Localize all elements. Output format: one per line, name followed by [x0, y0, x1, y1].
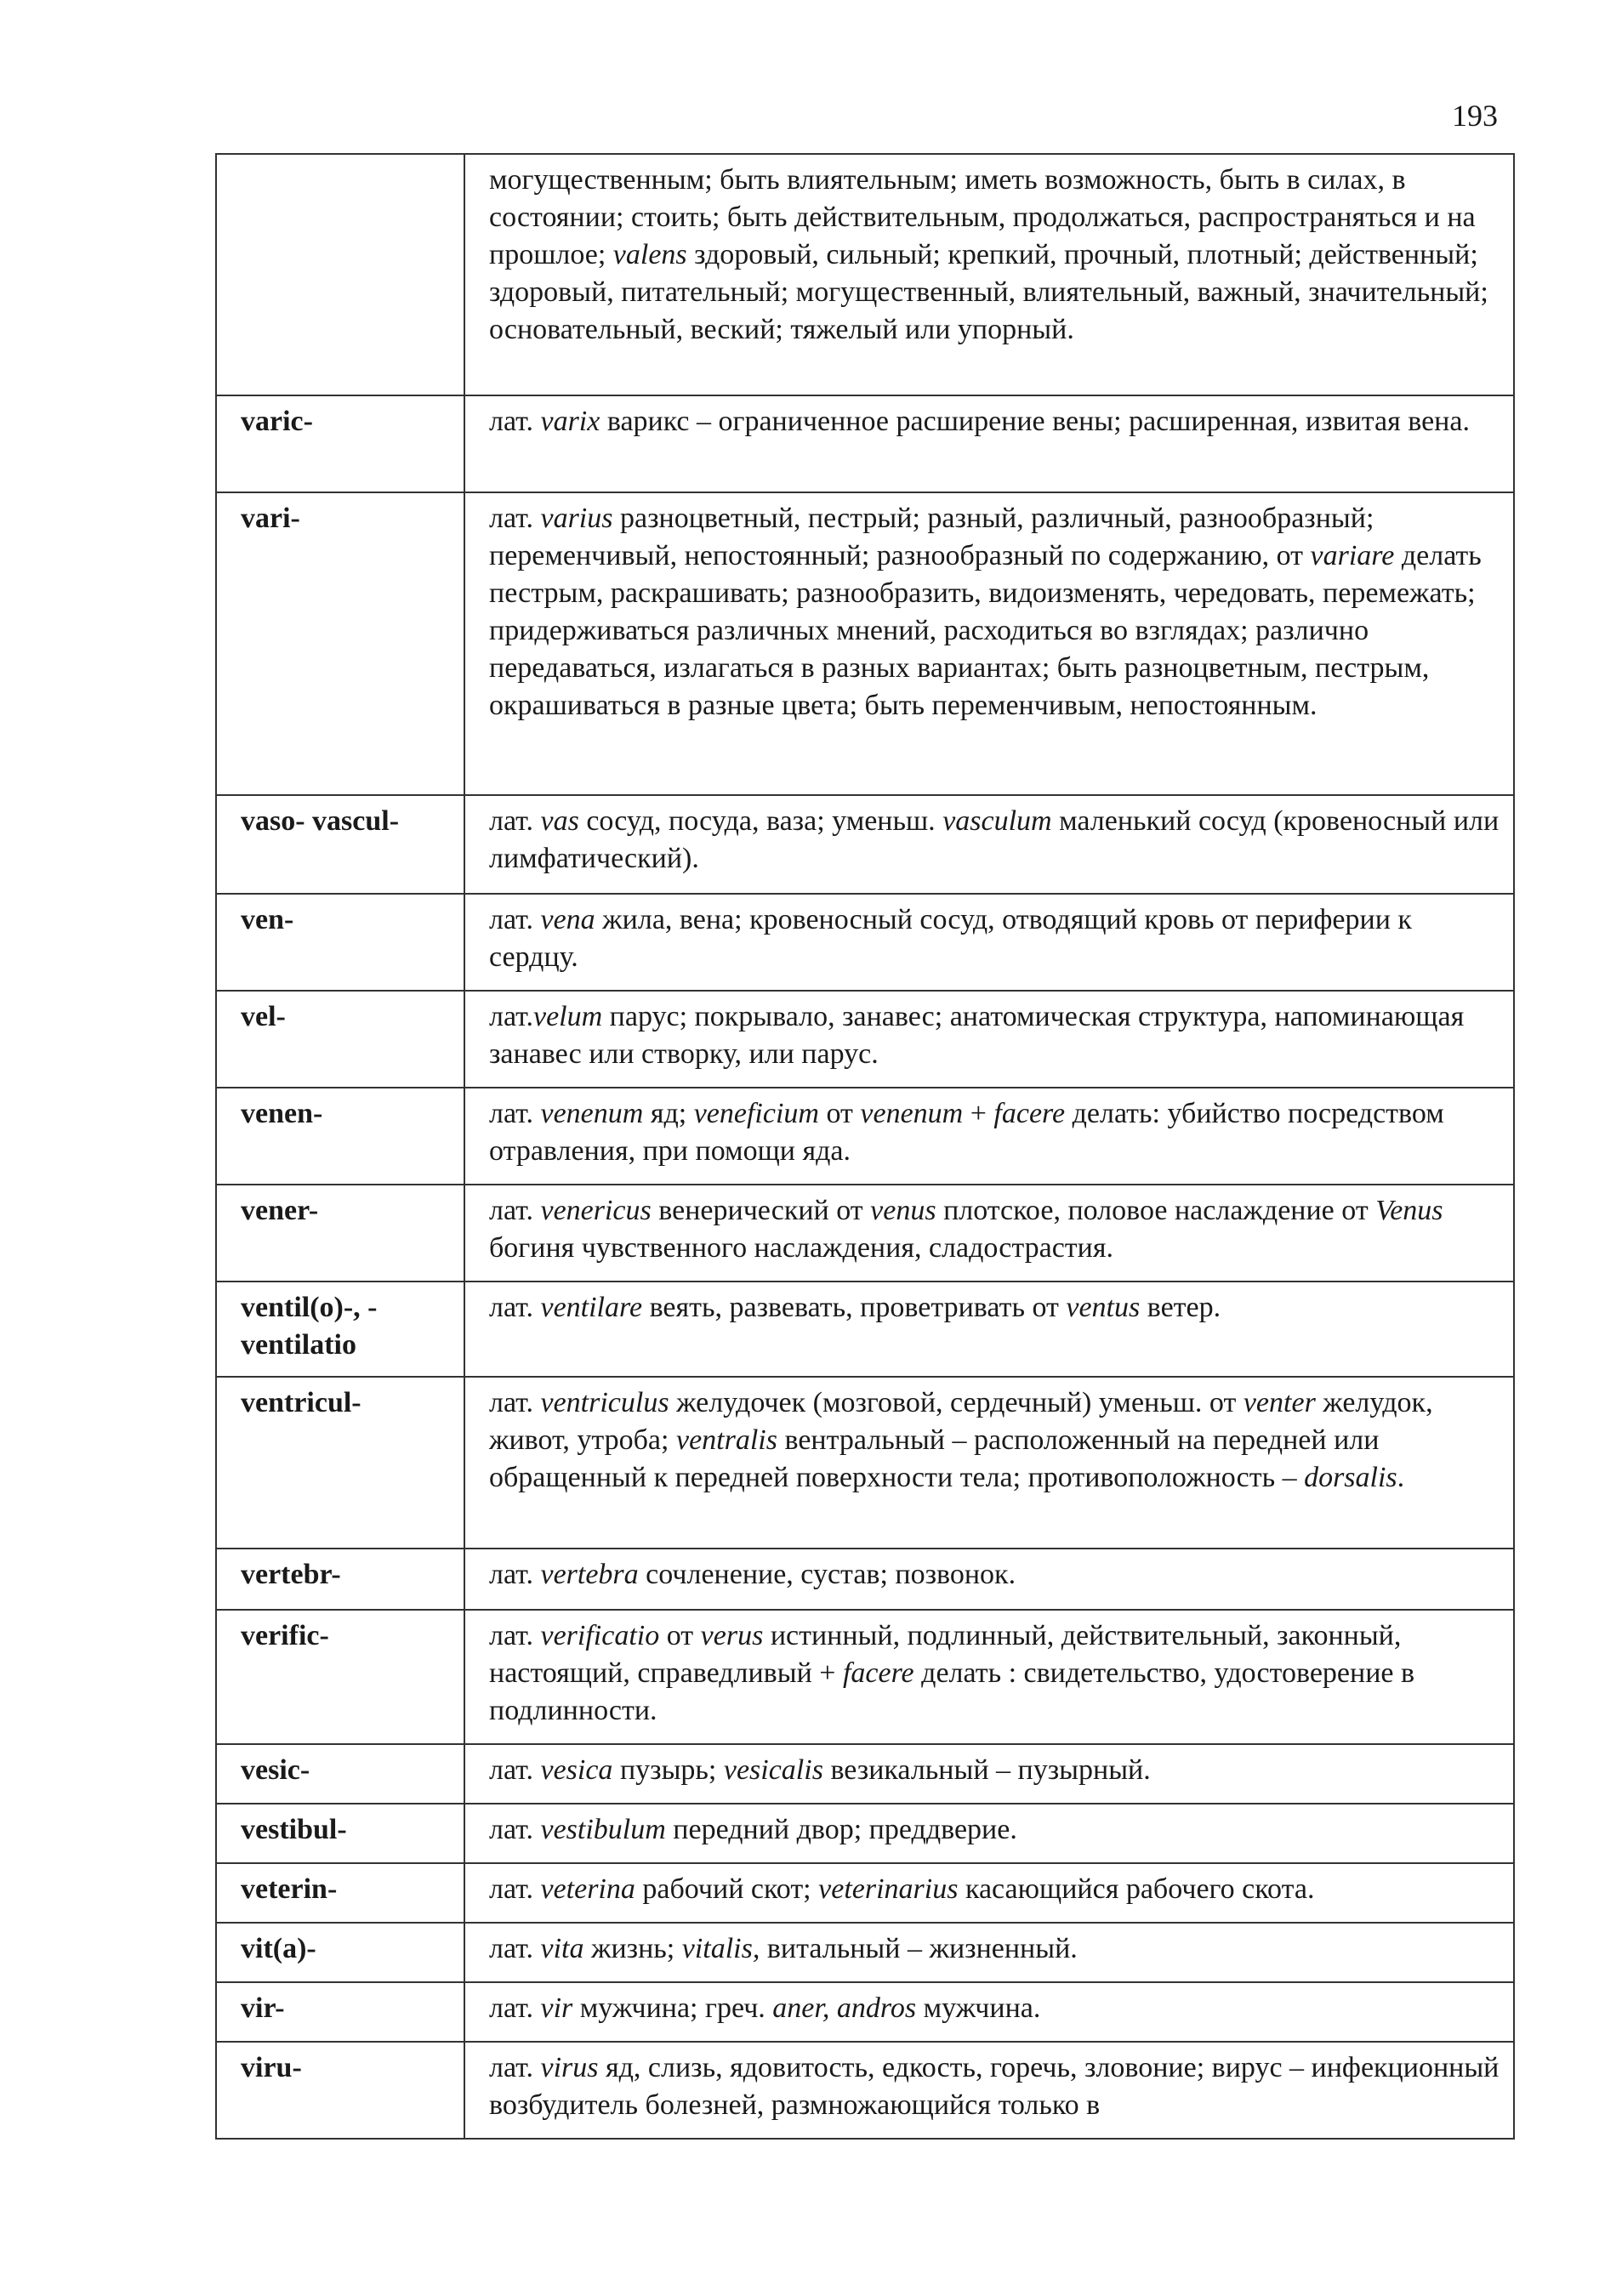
latin-term: virus — [540, 2052, 599, 2083]
latin-term: variare — [1310, 540, 1395, 571]
latin-term: aner, andros — [772, 1992, 917, 2024]
entry-term: ventricul- — [216, 1377, 464, 1549]
table-row — [216, 2042, 1514, 2139]
definition-text: богиня чувственного наслаждения, сладострастия. — [489, 1232, 1113, 1264]
entry-term — [216, 154, 464, 395]
definition-text: варикс – ограниченное расширение вены; расширенная, извитая вена. — [600, 406, 1470, 437]
latin-term: ventriculus — [540, 1387, 669, 1418]
entry-definition — [464, 395, 1514, 492]
definition-text: делать пестрым, раскрашивать; разнообразить, видоизменять, чередовать, перемежать; придерживаться различных мнений, расходиться во взглядах; различно передаваться, излагаться в разных вариантах; быть разноцветным, пестрым, окрашиваться в разные цвета; быть переменчивым, непостоянным. — [489, 540, 1482, 721]
definition-text: лат. — [489, 406, 541, 437]
definition-text: жила, вена; кровеносный сосуд, отводящий кровь от периферии к сердцу. — [489, 904, 1412, 973]
definition-text: лат. — [489, 1195, 541, 1226]
entry-definition — [464, 1282, 1514, 1377]
table-row — [216, 1804, 1514, 1863]
definition-text: жизнь; — [583, 1933, 682, 1964]
definition-text: веять, развевать, проветривать от — [642, 1292, 1067, 1323]
entry-term: vestibul- — [216, 1804, 464, 1863]
definition-text: лат. — [489, 1292, 541, 1323]
definition-text: лат. — [489, 1754, 541, 1786]
entry-definition — [464, 1923, 1514, 1982]
latin-term: vertebra — [540, 1559, 639, 1590]
entry-definition — [464, 492, 1514, 795]
definition-text: лат. — [489, 1098, 541, 1129]
entry-definition — [464, 1744, 1514, 1804]
entry-definition — [464, 1863, 1514, 1923]
latin-term: vesica — [540, 1754, 613, 1786]
latin-term: vita — [540, 1933, 584, 1964]
definition-text: . — [1397, 1462, 1405, 1493]
page-number: 193 — [1452, 99, 1498, 133]
entry-term: vel- — [216, 991, 464, 1088]
latin-term: dorsalis — [1304, 1462, 1397, 1493]
definition-text: лат. — [489, 1873, 541, 1905]
definition-text: желудок, живот, утроба; — [489, 1387, 1433, 1456]
definition-text: делать : свидетельство, удостоверение в подлинности. — [489, 1657, 1415, 1726]
latin-term: venenum — [860, 1098, 964, 1129]
definition-text: лат. — [489, 503, 541, 534]
definition-text: парус; покрывало, занавес; анатомическая структура, напоминающая занавес или створку, или парус. — [489, 1001, 1465, 1070]
definition-text: лат. — [489, 1620, 541, 1651]
definition-text: мужчина. — [916, 1992, 1041, 2024]
entry-term: vir- — [216, 1982, 464, 2042]
entry-definition — [464, 1088, 1514, 1185]
definition-text: лат. — [489, 805, 541, 837]
dictionary-table — [215, 153, 1515, 2140]
definition-text: пузырь; — [612, 1754, 724, 1786]
latin-term: vir — [540, 1992, 573, 2024]
entry-definition — [464, 2042, 1514, 2139]
latin-term: valens — [612, 239, 687, 270]
table-row — [216, 1185, 1514, 1282]
latin-term: vena — [540, 904, 595, 935]
latin-term: velum — [532, 1001, 603, 1032]
entry-term: vesic- — [216, 1744, 464, 1804]
entry-definition — [464, 1982, 1514, 2042]
latin-term: ventilare — [540, 1292, 643, 1323]
definition-text: мужчина; греч. — [572, 1992, 773, 2024]
entry-term: varic- — [216, 395, 464, 492]
definition-text: лат. — [489, 1992, 541, 2024]
latin-term: vasculum — [942, 805, 1052, 837]
definition-text: от — [659, 1620, 701, 1651]
definition-text: истинный, подлинный, действительный, законный, настоящий, справедливый + — [489, 1620, 1402, 1689]
definition-text: делать: убийство посредством отравления, при помощи яда. — [489, 1098, 1444, 1167]
definition-text: лат. — [489, 1387, 541, 1418]
definition-text: рабочий скот; — [635, 1873, 819, 1905]
table-row — [216, 1744, 1514, 1804]
entry-definition — [464, 1804, 1514, 1863]
table-row — [216, 492, 1514, 795]
definition-text: венерический от — [651, 1195, 871, 1226]
definition-text: сочленение, сустав; позвонок. — [638, 1559, 1016, 1590]
table-row — [216, 1863, 1514, 1923]
definition-text: ветер. — [1140, 1292, 1221, 1323]
entry-definition — [464, 1610, 1514, 1744]
table-row — [216, 795, 1514, 894]
entry-definition — [464, 154, 1514, 395]
entry-term: verific- — [216, 1610, 464, 1744]
definition-text: плотское, половое наслаждение от — [936, 1195, 1376, 1226]
table-row — [216, 1088, 1514, 1185]
definition-text: лат. — [489, 2052, 541, 2083]
entry-term: viru- — [216, 2042, 464, 2139]
definition-text: лат. — [489, 1559, 541, 1590]
definition-text: лат. — [489, 1933, 541, 1964]
latin-term: vestibulum — [540, 1814, 666, 1845]
latin-term: veterinarius — [818, 1873, 959, 1905]
table-row — [216, 154, 1514, 395]
entry-definition — [464, 991, 1514, 1088]
latin-term: ventus — [1066, 1292, 1141, 1323]
latin-term: varix — [540, 406, 600, 437]
entry-definition — [464, 1549, 1514, 1610]
entry-term: veterin- — [216, 1863, 464, 1923]
entry-term: vit(a)- — [216, 1923, 464, 1982]
entry-definition — [464, 894, 1514, 991]
entry-term: vener- — [216, 1185, 464, 1282]
definition-text: яд, слизь, ядовитость, едкость, горечь, зловоние; вирус – инфекционный возбудитель болезней, размножающийся только в — [489, 2052, 1500, 2121]
table-row — [216, 894, 1514, 991]
table-row — [216, 1549, 1514, 1610]
latin-term: facere — [993, 1098, 1066, 1129]
latin-term: venter — [1243, 1387, 1316, 1418]
entry-term: vertebr- — [216, 1549, 464, 1610]
definition-text: + — [963, 1098, 994, 1129]
latin-term: verificatio — [540, 1620, 660, 1651]
definition-text: касающийся рабочего скота. — [958, 1873, 1315, 1905]
latin-term: varius — [540, 503, 613, 534]
table-row — [216, 991, 1514, 1088]
entry-term: venen- — [216, 1088, 464, 1185]
table-row — [216, 1377, 1514, 1549]
entry-term: vaso- vascul- — [216, 795, 464, 894]
latin-term: venenum — [540, 1098, 644, 1129]
entry-definition — [464, 1185, 1514, 1282]
entry-term: vari- — [216, 492, 464, 795]
entry-definition — [464, 795, 1514, 894]
table-row — [216, 1982, 1514, 2042]
definition-text: разноцветный, пестрый; разный, различный, разнообразный; переменчивый, непостоянный; разнообразный по содержанию, от — [489, 503, 1374, 571]
latin-term: vesicalis — [723, 1754, 823, 1786]
definition-text: сосуд, посуда, ваза; уменьш. — [578, 805, 943, 837]
definition-text: желудочек (мозговой, сердечный) уменьш. от — [669, 1387, 1244, 1418]
entry-term: ventil(o)-, - ventilatio — [216, 1282, 464, 1377]
definition-text: вентральный – расположенный на передней или обращенный к передней поверхности тела; противоположность – — [489, 1424, 1380, 1493]
definition-text: лат. — [489, 1001, 533, 1032]
table-row — [216, 1610, 1514, 1744]
definition-text: лат. — [489, 904, 541, 935]
definition-text: яд; — [643, 1098, 694, 1129]
dictionary-table-body — [216, 154, 1514, 2139]
definition-text: передний двор; преддверие. — [665, 1814, 1017, 1845]
latin-term: veterina — [540, 1873, 635, 1905]
definition-text: здоровый, сильный; крепкий, прочный, плотный; действенный; здоровый, питательный; могущественный, влиятельный, важный, значительный; основательный, веский; тяжелый или упорный. — [489, 239, 1488, 345]
definition-text: витальный – жизненный. — [760, 1933, 1078, 1964]
entry-definition — [464, 1377, 1514, 1549]
latin-term: vitalis, — [681, 1933, 760, 1964]
latin-term: venus — [870, 1195, 936, 1226]
latin-term: facere — [842, 1657, 914, 1689]
table-row — [216, 395, 1514, 492]
table-row — [216, 1282, 1514, 1377]
latin-term: ventralis — [675, 1424, 777, 1456]
latin-term: vas — [540, 805, 579, 837]
definition-text: маленький сосуд (кровеносный или лимфатический). — [489, 805, 1500, 874]
table-row — [216, 1923, 1514, 1982]
definition-text: могущественным; быть влиятельным; иметь возможность, быть в силах, в состоянии; стоить; быть действительным, продолжаться, распространяться и на прошлое; — [489, 164, 1476, 270]
latin-term: Venus — [1375, 1195, 1443, 1226]
entry-term: ven- — [216, 894, 464, 991]
latin-term: veneficium — [693, 1098, 819, 1129]
latin-term: venericus — [540, 1195, 652, 1226]
definition-text: везикальный – пузырный. — [822, 1754, 1151, 1786]
definition-text: от — [818, 1098, 861, 1129]
definition-text: лат. — [489, 1814, 541, 1845]
latin-term: verus — [700, 1620, 764, 1651]
